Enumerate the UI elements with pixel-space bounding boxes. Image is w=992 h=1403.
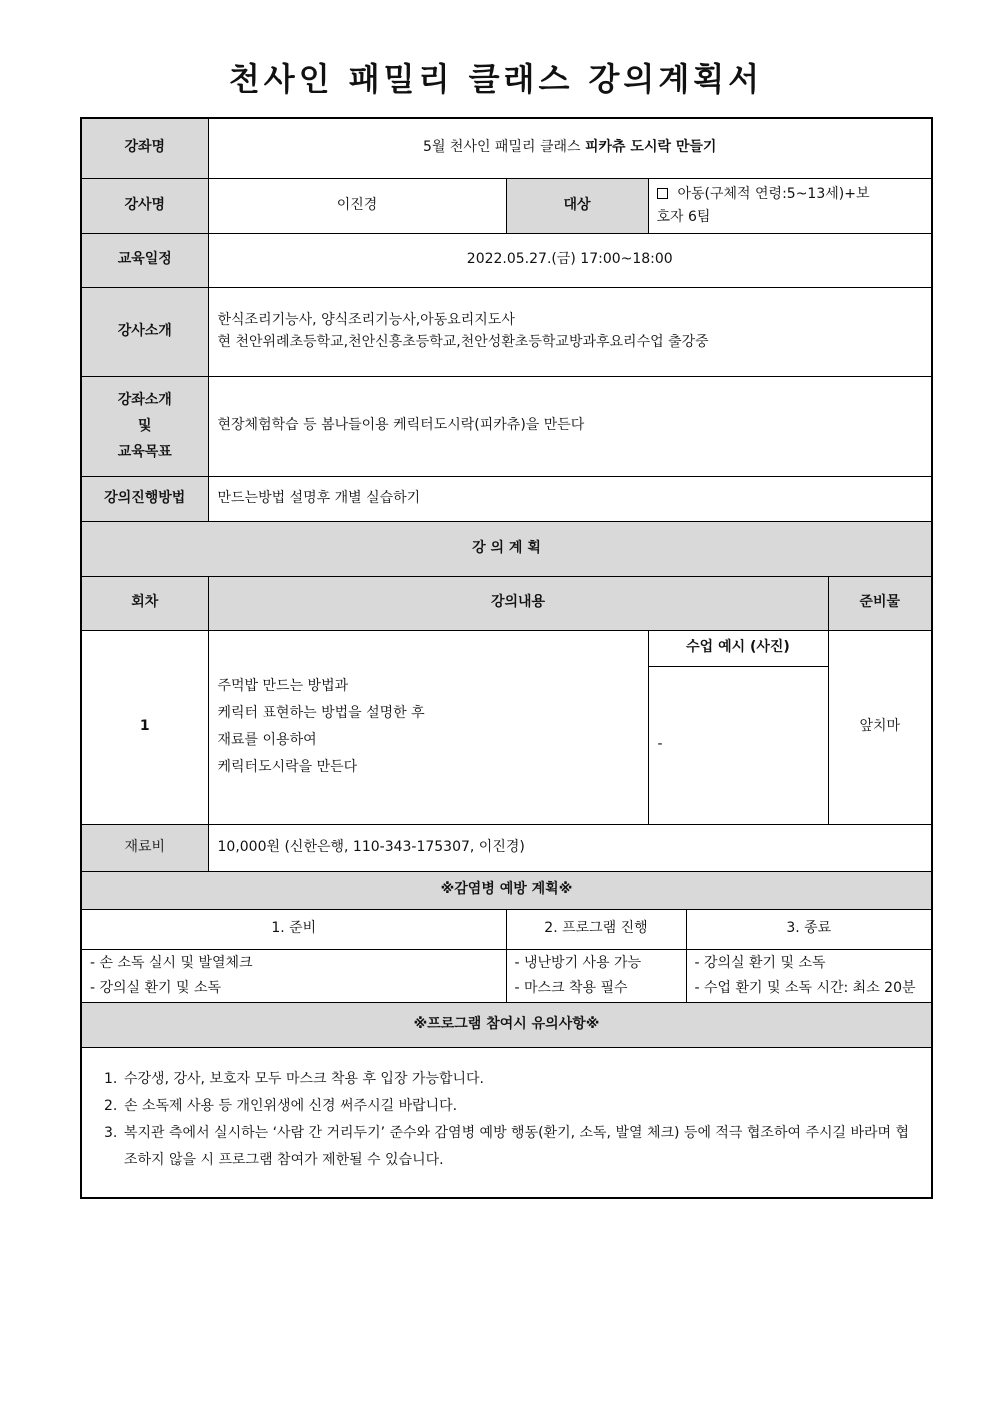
target-value xyxy=(648,178,932,233)
instructor-intro-line: 현 천안위례초등학교,천안신흥초등학교,천안성환초등학교방과후요리수업 출강중 xyxy=(217,333,709,350)
prevention-item: - 냉난방기 사용 가능 xyxy=(514,954,642,971)
target-line-1: 아동(구체적 연령:5~13세)+보 xyxy=(677,186,870,203)
prevention-header: ※감염병 예방 계획※ xyxy=(81,871,932,909)
notice-text: 수강생, 강사, 보호자 모두 마스크 착용 후 입장 가능합니다. xyxy=(124,1070,485,1087)
prevention-item: - 강의실 환기 및 소독 xyxy=(694,954,826,971)
course-name-prefix: 5월 천사인 패밀리 클래스 xyxy=(423,139,585,156)
lecture-content-line: 주먹밥 만드는 방법과 xyxy=(217,678,349,694)
method-value: 만드는방법 설명후 개별 실습하기 xyxy=(208,476,932,521)
lecture-content xyxy=(208,630,648,824)
session-column-header: 회차 xyxy=(81,576,208,630)
target-line-2: 호자 6팀 xyxy=(656,208,711,225)
notice-item xyxy=(104,1093,921,1120)
instructor-name-label: 강사명 xyxy=(81,178,208,233)
lecture-content-line: 케릭터 표현하는 방법을 설명한 후 xyxy=(217,705,425,721)
notice-number: 3. xyxy=(104,1124,118,1141)
instructor-intro-value xyxy=(208,287,932,376)
lecture-content-line: 케릭터도시락을 만든다 xyxy=(217,759,358,775)
notice-item xyxy=(104,1120,921,1174)
prevention-item: - 마스크 착용 필수 xyxy=(514,979,628,996)
prevention-column-items xyxy=(506,949,686,1002)
course-goal-value: 현장체험학습 등 봄나들이용 케릭터도시락(피카츄)을 만든다 xyxy=(208,376,932,476)
notice-text: 손 소독제 사용 등 개인위생에 신경 써주시길 바랍니다. xyxy=(124,1097,458,1114)
schedule-label: 교육일정 xyxy=(81,233,208,287)
prevention-item: - 손 소독 실시 및 발열체크 xyxy=(90,954,253,971)
instructor-intro-label: 강사소개 xyxy=(81,287,208,376)
course-intro-label-line: 교육목표 xyxy=(117,444,172,460)
notices-list xyxy=(81,1047,932,1198)
plan-header: 강 의 계 획 xyxy=(81,521,932,576)
lecture-plan-table xyxy=(80,117,933,1199)
prevention-column-title: 2. 프로그램 진행 xyxy=(506,909,686,949)
course-name-label: 강좌명 xyxy=(81,118,208,178)
target-label: 대상 xyxy=(506,178,648,233)
checkbox-icon xyxy=(657,188,668,199)
instructor-name-value: 이진경 xyxy=(208,178,506,233)
method-label: 강의진행방법 xyxy=(81,476,208,521)
schedule-value: 2022.05.27.(금) 17:00~18:00 xyxy=(208,233,932,287)
prevention-column-items xyxy=(686,949,932,1002)
prevention-column-title: 1. 준비 xyxy=(81,909,506,949)
course-intro-label-line: 강좌소개 xyxy=(117,392,172,408)
prevention-column-title: 3. 종료 xyxy=(686,909,932,949)
course-name-value xyxy=(208,118,932,178)
course-name-bold: 피카츄 도시락 만들기 xyxy=(584,139,717,156)
material-cost-value: 10,000원 (신한은행, 110-343-175307, 이진경) xyxy=(208,824,932,871)
material-cost-label: 재료비 xyxy=(81,824,208,871)
notice-item xyxy=(104,1066,921,1093)
notices-header: ※프로그램 참여시 유의사항※ xyxy=(81,1002,932,1047)
course-intro-label xyxy=(81,376,208,476)
document-title: 천사인 패밀리 클래스 강의계획서 xyxy=(228,60,764,98)
prevention-column-items xyxy=(81,949,506,1002)
session-number: 1 xyxy=(81,630,208,824)
prevention-item: - 강의실 환기 및 소독 xyxy=(90,979,222,996)
example-photo-label: 수업 예시 (사진) xyxy=(648,630,828,666)
supplies-value: 앞치마 xyxy=(828,630,932,824)
prevention-item: - 수업 환기 및 소독 시간: 최소 20분 xyxy=(694,979,916,996)
supplies-column-header: 준비물 xyxy=(828,576,932,630)
instructor-intro-line: 한식조리기능사, 양식조리기능사,아동요리지도사 xyxy=(217,311,515,328)
notice-text: 복지관 측에서 실시하는 ‘사람 간 거리두기’ 준수와 감염병 예방 행동(환기, 소독, 발열 체크) 등에 적극 협조하여 주시길 바라며 협조하지 않을 시 프로그램 참여가 제한될 수 있습니다. xyxy=(124,1124,910,1168)
content-column-header: 강의내용 xyxy=(208,576,828,630)
lecture-content-line: 재료를 이용하여 xyxy=(217,732,317,748)
notice-number: 2. xyxy=(104,1097,118,1114)
example-photo-value: - xyxy=(648,666,828,824)
course-intro-label-line: 및 xyxy=(137,418,152,434)
notice-number: 1. xyxy=(104,1070,118,1087)
